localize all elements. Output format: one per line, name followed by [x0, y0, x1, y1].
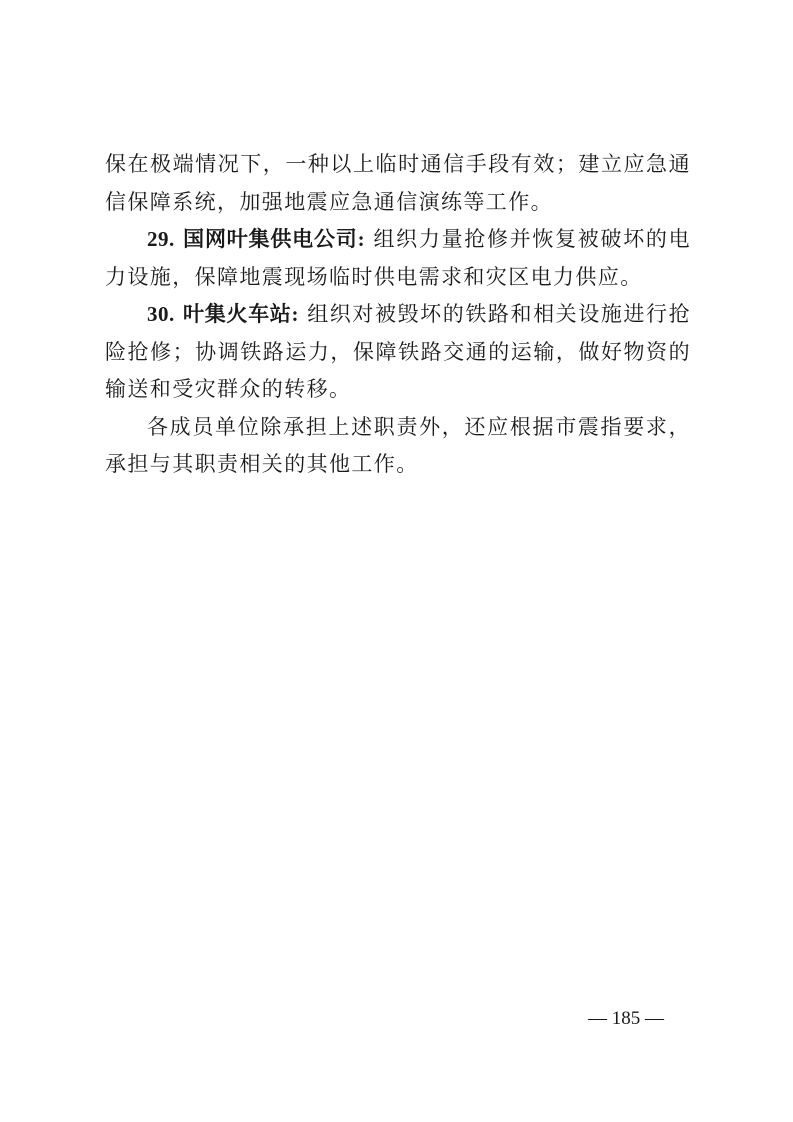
- paragraph-closing: [105, 409, 691, 484]
- organization-name: 国网叶集供电公司: [183, 227, 358, 251]
- paragraph-item-29: [105, 221, 691, 296]
- organization-name: 叶集火车站: [183, 302, 292, 326]
- item-separator: :: [357, 227, 366, 251]
- paragraph-text: 各成员单位除承担上述职责外，还应根据市震指要求，承担与其职责相关的其他工作。: [105, 414, 691, 476]
- paragraph-item-30: [105, 296, 691, 409]
- paragraph-text: 组织对被毁坏的铁路和相关设施进行抢险抢修；协调铁路运力，保障铁路交通的运输，做好物资的输送和受灾群众的转移。: [105, 302, 692, 401]
- item-number: 29.: [147, 227, 175, 251]
- item-separator: :: [291, 302, 299, 326]
- item-number: 30.: [147, 302, 175, 326]
- page-number: — 185 —: [588, 1008, 664, 1029]
- paragraph-text: 组织力量抢修并恢复被破坏的电力设施，保障地震现场临时供电需求和灾区电力供应。: [105, 227, 692, 289]
- paragraph-text: 保在极端情况下，一种以上临时通信手段有效；建立应急通信保障系统，加强地震应急通信演练等工作。: [105, 152, 691, 214]
- paragraph-continuation: [105, 146, 691, 221]
- document-body: [105, 146, 691, 484]
